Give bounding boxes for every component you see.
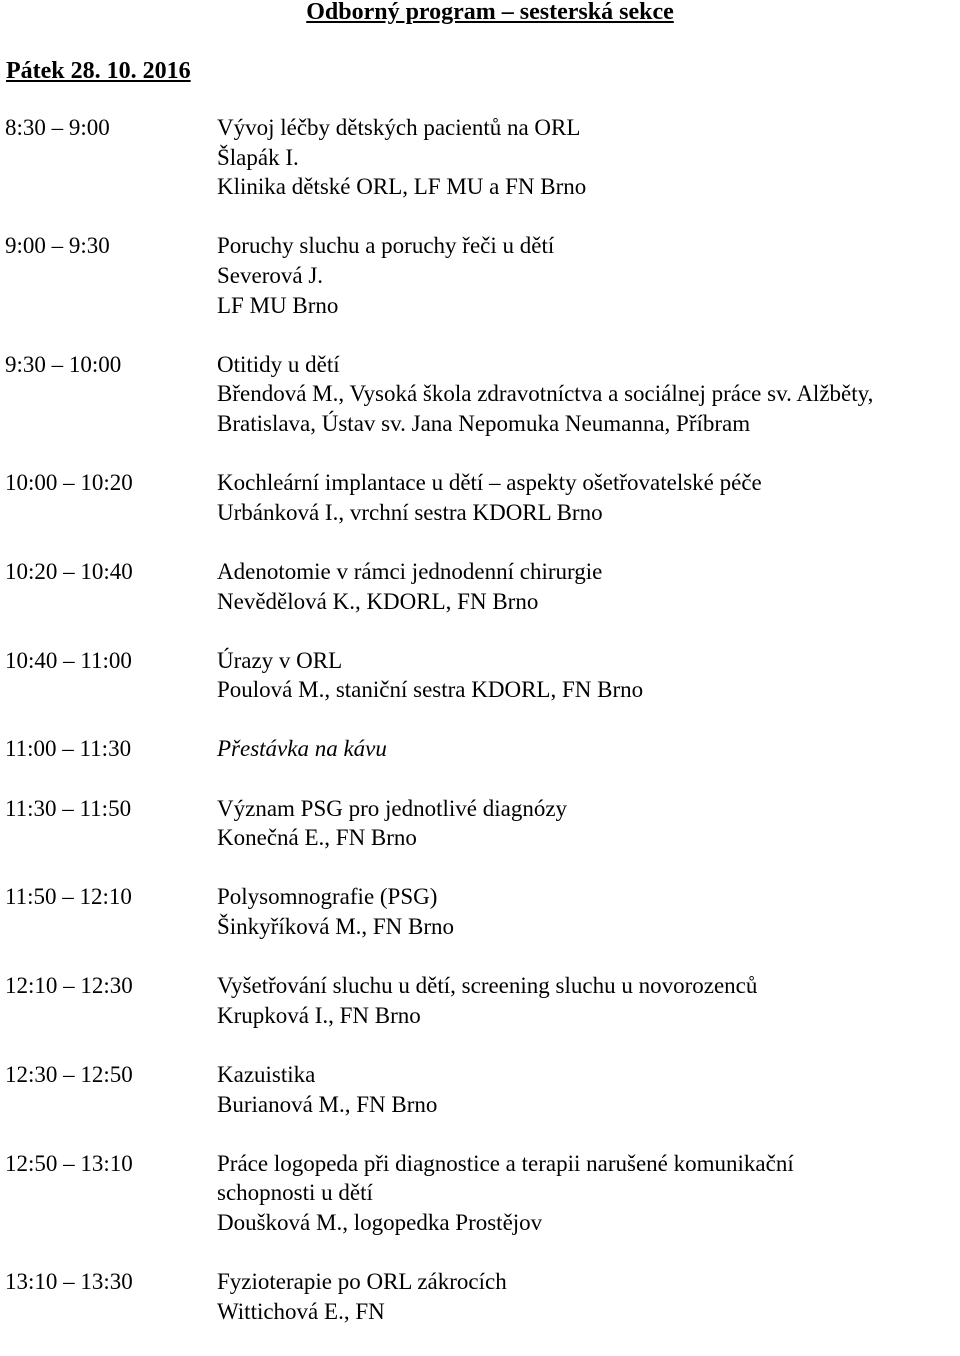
- program-entry: [0, 1149, 960, 1238]
- program-entry: [0, 882, 960, 941]
- speaker: Burianová M., FN Brno: [217, 1091, 438, 1117]
- program-entry: [0, 971, 960, 1030]
- speaker: Šinkyříková M., FN Brno: [217, 914, 455, 940]
- talk-title: Význam PSG pro jednotlivé diagnózy: [217, 795, 568, 821]
- entry-time: 11:00 – 11:30: [5, 736, 132, 762]
- talk-title: Kochleární implantace u dětí – aspekty ošetřovatelské péče: [217, 470, 762, 496]
- program-entry-break: [0, 734, 960, 764]
- talk-title: Fyzioterapie po ORL zákrocích: [217, 1269, 507, 1295]
- program-entry: [0, 468, 960, 527]
- talk-title: Adenotomie v rámci jednodenní chirurgie: [217, 558, 603, 584]
- speaker: Krupková I., FN Brno: [217, 1002, 421, 1028]
- speaker: Šlapák I.: [217, 144, 299, 170]
- talk-title: Vývoj léčby dětských pacientů na ORL: [217, 115, 581, 140]
- talk-title: Otitidy u dětí: [217, 351, 340, 377]
- entry-time: 13:10 – 13:30: [5, 1269, 133, 1295]
- entry-details: [217, 557, 960, 616]
- entry-time: 11:30 – 11:50: [5, 795, 132, 821]
- program-entry: [0, 1060, 960, 1119]
- entry-details: [217, 882, 960, 941]
- entry-time: 11:50 – 12:10: [5, 884, 132, 910]
- program-entry: [0, 231, 960, 320]
- entry-time: 10:00 – 10:20: [5, 470, 133, 496]
- speaker: Doušková M., logopedka Prostějov: [217, 1209, 543, 1235]
- talk-title: Kazuistika: [217, 1062, 316, 1087]
- entry-details: [217, 350, 960, 439]
- speaker: Nevědělová K., KDORL, FN Brno: [217, 588, 539, 614]
- speaker: Urbánková I., vrchní sestra KDORL Brno: [217, 499, 603, 525]
- entry-details: [217, 113, 960, 202]
- entry-time: 9:30 – 10:00: [5, 351, 122, 377]
- program-entry: [0, 794, 960, 853]
- entry-time: 12:10 – 12:30: [5, 973, 133, 999]
- entry-details: [217, 646, 960, 705]
- speaker: Severová J.: [217, 262, 324, 288]
- speaker: Poulová M., staniční sestra KDORL, FN Brno: [217, 677, 644, 703]
- entry-details: [217, 1267, 960, 1326]
- date-heading: Pátek 28. 10. 2016: [6, 58, 191, 84]
- entry-time: 12:50 – 13:10: [5, 1150, 133, 1176]
- program-entry: [0, 557, 960, 616]
- entry-time: 10:40 – 11:00: [5, 647, 132, 673]
- talk-title: Vyšetřování sluchu u dětí, screening sluchu u novorozenců: [217, 973, 758, 999]
- entry-details: [217, 971, 960, 1030]
- entry-details: [217, 468, 960, 527]
- entry-time: 9:00 – 9:30: [5, 233, 110, 259]
- entry-time: 8:30 – 9:00: [5, 115, 110, 140]
- entry-time: 10:20 – 10:40: [5, 558, 133, 584]
- coffee-break-label: Přestávka na kávu: [217, 736, 387, 762]
- affiliation: LF MU Brno: [217, 292, 339, 318]
- talk-title: Polysomnografie (PSG): [217, 884, 438, 910]
- entry-details: [217, 1149, 960, 1238]
- program-entry: [0, 1267, 960, 1326]
- entry-details: [217, 734, 960, 764]
- entry-details: [217, 231, 960, 320]
- speaker: Wittichová E., FN: [217, 1298, 385, 1324]
- program-entry: [0, 646, 960, 705]
- page-title: Odborný program – sesterská sekce: [306, 0, 674, 25]
- affiliation: Bratislava, Ústav sv. Jana Nepomuka Neumanna, Příbram: [217, 410, 751, 436]
- program-entry: [0, 113, 960, 202]
- talk-title-continued: schopnosti u dětí: [217, 1180, 373, 1206]
- talk-title: Úrazy v ORL: [217, 647, 343, 673]
- talk-title: Práce logopeda při diagnostice a terapii narušené komunikační: [217, 1150, 794, 1176]
- speaker: Břendová M., Vysoká škola zdravotníctva a sociálnej práce sv. Alžběty,: [217, 381, 874, 407]
- program-entry: [0, 350, 960, 439]
- speaker: Konečná E., FN Brno: [217, 825, 417, 851]
- entry-details: [217, 1060, 960, 1119]
- talk-title: Poruchy sluchu a poruchy řeči u dětí: [217, 233, 555, 259]
- entry-time: 12:30 – 12:50: [5, 1062, 133, 1087]
- affiliation: Klinika dětské ORL, LF MU a FN Brno: [217, 174, 587, 200]
- program-list: [0, 113, 960, 1356]
- entry-details: [217, 794, 960, 853]
